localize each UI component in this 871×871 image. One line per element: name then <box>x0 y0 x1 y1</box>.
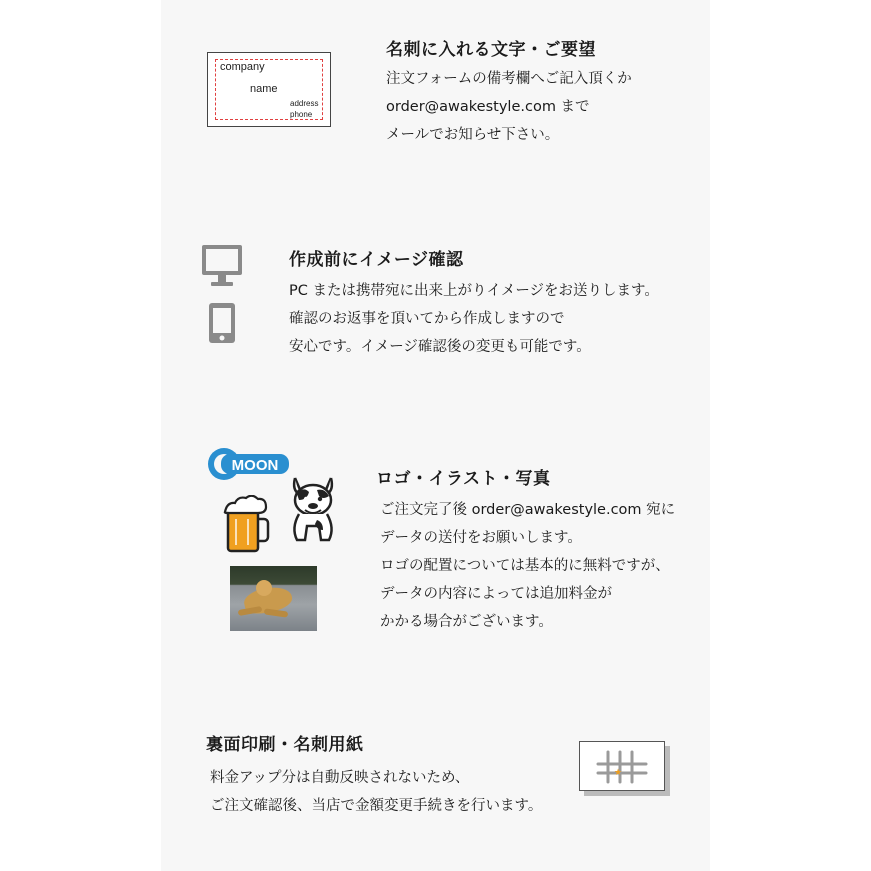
preview-line-1: PC または携帯宛に出来上がりイメージをお送りします。 <box>289 283 659 299</box>
card-text-line-2: order@awakestyle.com まで <box>386 99 590 115</box>
card-address: address <box>290 99 319 108</box>
back-print-line-2: ご注文確認後、当店で金額変更手続きを行います。 <box>210 798 543 814</box>
beer-mug-icon <box>222 495 270 555</box>
monitor-icon <box>201 244 243 288</box>
dog-photo <box>230 566 317 631</box>
card-name: name <box>250 83 278 95</box>
logo-line-5: かかる場合がございます。 <box>380 614 553 630</box>
card-text-line-1: 注文フォームの備考欄へご記入頂くか <box>386 71 632 87</box>
logo-line-1: ご注文完了後 order@awakestyle.com 宛に <box>380 502 676 518</box>
smartphone-icon <box>208 302 236 344</box>
logo-heading: ロゴ・イラスト・写真 <box>376 469 551 489</box>
preview-line-3: 安心です。イメージ確認後の変更も可能です。 <box>289 339 591 355</box>
svg-text:★: ★ <box>614 768 623 778</box>
moon-logo-text: MOON <box>231 457 279 474</box>
moon-logo-sample <box>207 447 291 483</box>
logo-line-2: データの送付をお願いします。 <box>380 530 582 546</box>
back-print-heading: 裏面印刷・名刺用紙 <box>206 735 364 755</box>
business-card-sample <box>207 52 331 127</box>
card-text-heading: 名刺に入れる文字・ご要望 <box>386 40 596 60</box>
card-phone: phone <box>290 110 313 119</box>
paper-pattern-icon <box>580 742 664 790</box>
paper-card-icon <box>579 741 665 791</box>
logo-line-3: ロゴの配置については基本的に無料ですが、 <box>380 558 670 574</box>
back-print-line-1: 料金アップ分は自動反映されないため、 <box>210 770 470 786</box>
preview-heading: 作成前にイメージ確認 <box>289 250 464 270</box>
card-company: company <box>220 61 265 73</box>
preview-line-2: 確認のお返事を頂いてから作成しますので <box>289 311 565 327</box>
card-text-line-3: メールでお知らせ下さい。 <box>386 127 560 143</box>
bulldog-icon <box>287 474 339 544</box>
logo-line-4: データの内容によっては追加料金が <box>380 586 612 602</box>
